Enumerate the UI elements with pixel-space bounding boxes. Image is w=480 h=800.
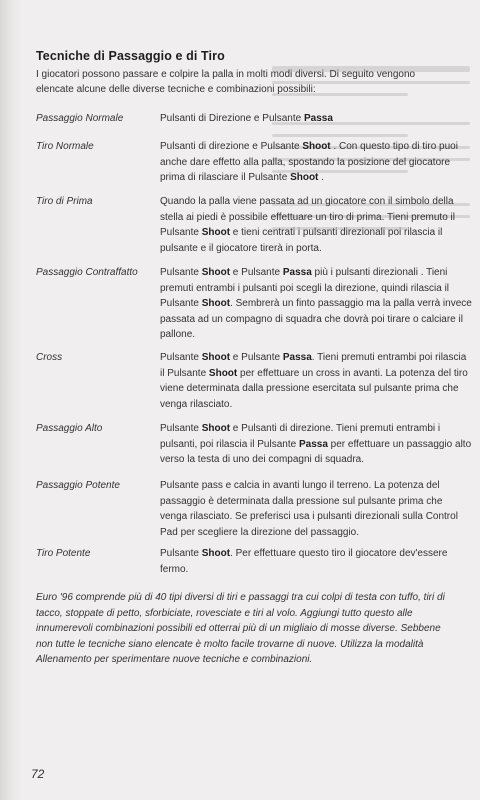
page-spine-shadow [0,0,22,800]
button-name: Passa [282,267,312,278]
technique-description: Pulsanti di Direzione e Pulsante Passa [160,113,333,124]
button-name: Shoot [302,141,331,152]
technique-term: Cross [36,352,63,363]
button-name: Passa [282,352,312,363]
button-name: Passa [298,438,328,450]
technique-description: Pulsante pass e calcia in avanti lungo il terreno. La potenza del passaggio è determinata dalla pressione sul pulsante prima che venga rilasciato. Se preferisci usa i pulsanti direzionali sulla Control Pad per scegliere la direzione del passaggio. [160,480,458,538]
button-name: Shoot [201,548,231,559]
page-number: 72 [31,767,45,781]
technique-description: Pulsante Shoot e Pulsante Passa. Tieni premuti entrambi poi rilascia il Pulsante Shoot per effettuare un cross in avanti. La potenza del tiro viene determinata dalla pressione esercitata sul pulsante prima che venga rilasciato. [160,352,468,410]
technique-term: Tiro di Prima [36,196,93,207]
button-name: Shoot [201,352,231,363]
section-title: Tecniche di Passaggio e di Tiro [36,49,225,63]
technique-term: Passaggio Normale [36,113,124,124]
technique-description: Pulsanti di direzione e Pulsante Shoot . Con questo tipo di tiro puoi anche dare effetto alla palla, spostando la posizione del giocatore prima di rilasciare il Pulsante Shoot . [160,141,458,183]
technique-term: Passaggio Contraffatto [36,267,138,278]
closing-note: Euro '96 comprende più di 40 tipi diversi di tiri e passaggi tra cui colpi di testa con tuffo, tiri di tacco, stoppate di petto, sforbiciate, rovesciate e tiri al volo. Aggiungi tutto questo alle innumerevoli combinazioni possibili ed otterrai più di un migliaio di mosse diverse. Sebbene non tutte le tecniche siano elencate è molto facile trovarne di nuove. Utilizza la modalità Allenamento per sperimentare nuove tecniche e combinazioni. [36,592,445,665]
button-name: Passa [303,113,333,124]
technique-description: Pulsante Shoot e Pulsanti di direzione. Tieni premuti entrambi i pulsanti, poi rilascia il Pulsante Passa per effettuare un passaggio alto verso la testa di uno dei compagni di squadra. [160,423,472,465]
technique-description: Pulsante Shoot e Pulsante Passa più i pulsanti direzionali . Tieni premuti entrambi i pulsanti poi scegli la direzione, quindi rilascia il Pulsante Shoot. Sembrerà un finto passaggio ma la palla verrà invece passata ad un compagno di squadra che dovrà poi tirare o calciare il pallone. [160,267,472,340]
button-name: Shoot [201,227,231,238]
button-name: Shoot [290,172,319,183]
technique-term: Passaggio Alto [36,423,103,434]
section-intro: I giocatori possono passare e colpire la palla in molti modi diversi. Di seguito vengono elencate alcune delle diverse tecniche e combinazioni possibili: [36,69,416,95]
button-name: Shoot [208,367,238,379]
button-name: Shoot [201,423,231,434]
button-name: Shoot [201,298,231,309]
technique-term: Passaggio Potente [36,480,120,491]
technique-description: Pulsante Shoot. Per effettuare questo tiro il giocatore dev'essere fermo. [160,548,448,575]
technique-term: Tiro Potente [36,548,91,559]
technique-term: Tiro Normale [36,141,94,152]
technique-description: Quando la palla viene passata ad un giocatore con il simbolo della stella ai piedi è possibile effettuare un tiro di prima. Tieni premuto il Pulsante Shoot e tieni centrati i pulsanti direzionali poi rilascia il pulsante e il giocatore tirerà in porta. [160,196,455,254]
button-name: Shoot [201,267,231,278]
